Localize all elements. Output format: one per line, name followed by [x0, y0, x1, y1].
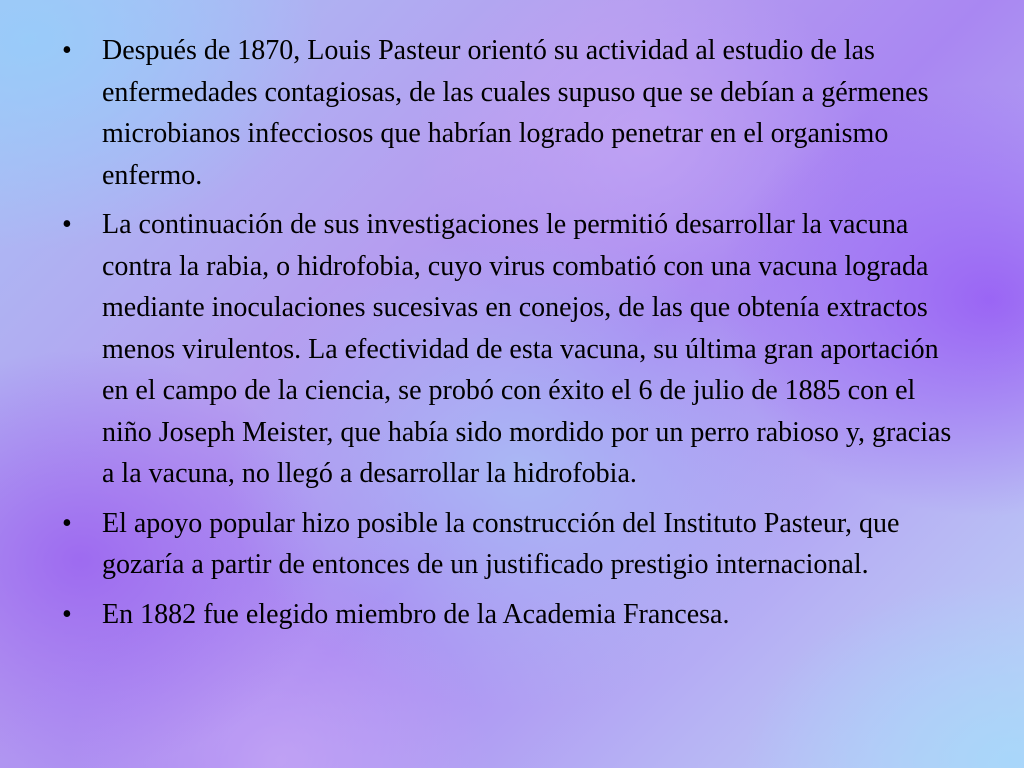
bullet-item-3 [62, 503, 962, 586]
bullet-icon: • [62, 35, 72, 66]
bullet-text: La continuación de sus investigaciones le permitió desarrollar la vacuna contra la rabia, o hidrofobia, cuyo virus combatió con una vacuna lograda mediante inoculaciones sucesivas en conejos, de las que obtenía extractos menos virulentos. La efectividad de esta vacuna, su última gran aportación en el campo de la ciencia, se probó con éxito el 6 de julio de 1885 con el niño Joseph Meister, que había sido mordido por un perro rabioso y, gracias a la vacuna, no llegó a desarrollar la hidrofobia. [102, 209, 952, 489]
bullet-icon: • [62, 598, 72, 630]
bullet-list [62, 30, 962, 643]
bullet-text: El apoyo popular hizo posible la construcción del Instituto Pasteur, que gozaría a partir de entonces de un justificado prestigio internacional. [102, 507, 900, 580]
bullet-item-4 [62, 594, 962, 636]
bullet-icon: • [62, 507, 72, 539]
bullet-text: En 1882 fue elegido miembro de la Academia Francesa. [102, 598, 730, 630]
bullet-item-2 [62, 204, 962, 495]
bullet-item-1 [62, 30, 962, 196]
bullet-icon: • [62, 209, 72, 240]
bullet-text: Después de 1870, Louis Pasteur orientó su actividad al estudio de las enfermedades contagiosas, de las cuales supuso que se debían a gérmenes microbianos infecciosos que habrían logrado penetrar en el organismo enfermo. [102, 35, 929, 191]
